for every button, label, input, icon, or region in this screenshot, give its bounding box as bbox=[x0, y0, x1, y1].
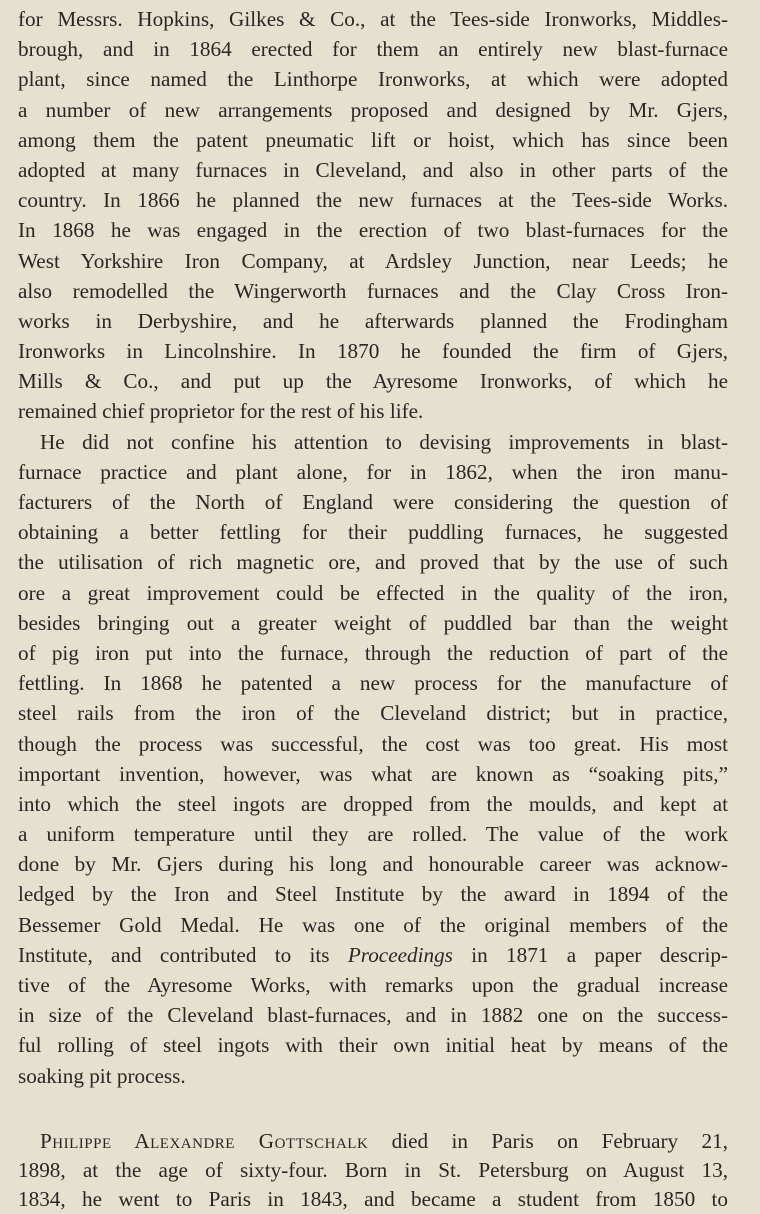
person-name: Philippe Alexandre Gottschalk bbox=[40, 1128, 369, 1153]
text-line: He did not confine his attention to devising improvements in blast- bbox=[40, 429, 728, 454]
italic-title: Proceedings bbox=[347, 942, 453, 967]
text-line: In 1868 he was engaged in the erection of two blast-furnaces for the bbox=[18, 218, 728, 243]
text-line: Bessemer Gold Medal. He was one of the original members of the bbox=[18, 912, 728, 937]
text-line: fettling. In 1868 he patented a new process for the manufacture of bbox=[18, 671, 728, 696]
text-segment: in 1871 a paper descrip- bbox=[452, 942, 728, 967]
text-line: facturers of the North of England were considering the question of bbox=[18, 490, 728, 514]
text-line: remained chief proprietor for the rest of his life. bbox=[18, 399, 424, 424]
text-line: important invention, however, was what are known as “soaking pits,” bbox=[18, 761, 728, 786]
text-line: among them the patent pneumatic lift or hoist, which has since been bbox=[18, 127, 728, 152]
text-line: obtaining a better fettling for their puddling furnaces, he suggested bbox=[18, 520, 728, 545]
text-line: ledged by the Iron and Steel Institute by the award in 1894 of the bbox=[18, 882, 728, 907]
text-line: soaking pit process. bbox=[18, 1063, 186, 1088]
text-segment: Institute, and contributed to its bbox=[18, 942, 348, 967]
text-line: a number of new arrangements proposed and designed by Mr. Gjers, bbox=[18, 97, 728, 122]
text-line: a uniform temperature until they are rolled. The value of the work bbox=[18, 822, 728, 847]
text-line: tive of the Ayresome Works, with remarks upon the gradual increase bbox=[18, 973, 728, 997]
paragraph-gap bbox=[18, 1091, 728, 1127]
text-line: 1898, at the age of sixty-four. Born in St. Petersburg on August 13, bbox=[18, 1157, 728, 1182]
text-line: West Yorkshire Iron Company, at Ardsley Junction, near Leeds; he bbox=[18, 248, 728, 273]
text-line: done by Mr. Gjers during his long and honourable career was acknow- bbox=[18, 852, 728, 877]
text-line: plant, since named the Linthorpe Ironworks, at which were adopted bbox=[18, 67, 728, 92]
paragraph bbox=[18, 1127, 728, 1214]
text-line: besides bringing out a greater weight of puddled bar than the weight bbox=[18, 610, 728, 635]
text-line: brough, and in 1864 erected for them an entirely new blast-furnace bbox=[18, 37, 728, 62]
text-segment: died in Paris on February 21, bbox=[368, 1128, 728, 1153]
text-line: also remodelled the Wingerworth furnaces and the Clay Cross Iron- bbox=[18, 278, 728, 303]
text-line: ful rolling of steel ingots with their own initial heat by means of the bbox=[18, 1033, 728, 1058]
text-line: country. In 1866 he planned the new furnaces at the Tees-side Works. bbox=[18, 188, 728, 213]
text-line bbox=[18, 1127, 728, 1156]
text-line: into which the steel ingots are dropped from the moulds, and kept at bbox=[18, 791, 728, 816]
text-line: Ironworks in Lincolnshire. In 1870 he founded the firm of Gjers, bbox=[18, 339, 728, 364]
text-line: ore a great improvement could be effected in the quality of the iron, bbox=[18, 580, 728, 605]
document-page bbox=[18, 4, 728, 1214]
text-line: though the process was successful, the cost was too great. His most bbox=[18, 731, 728, 756]
paragraph bbox=[18, 4, 728, 427]
text-line: in size of the Cleveland blast-furnaces, and in 1882 one on the success- bbox=[18, 1003, 728, 1028]
text-line: the utilisation of rich magnetic ore, and proved that by the use of such bbox=[18, 550, 728, 575]
text-line: furnace practice and plant alone, for in 1862, when the iron manu- bbox=[18, 459, 728, 484]
text-line: 1834, he went to Paris in 1843, and became a student from 1850 to bbox=[18, 1186, 728, 1211]
text-line: of pig iron put into the furnace, through the reduction of part of the bbox=[18, 640, 728, 665]
text-line: works in Derbyshire, and he afterwards planned the Frodingham bbox=[18, 308, 728, 333]
text-line: for Messrs. Hopkins, Gilkes & Co., at the Tees-side Ironworks, Middles- bbox=[18, 7, 728, 31]
text-line bbox=[18, 940, 728, 970]
text-line: adopted at many furnaces in Cleveland, and also in other parts of the bbox=[18, 157, 728, 182]
text-line: steel rails from the iron of the Cleveland district; but in practice, bbox=[18, 701, 728, 726]
text-line: Mills & Co., and put up the Ayresome Ironworks, of which he bbox=[18, 369, 728, 394]
paragraph bbox=[18, 427, 728, 1091]
